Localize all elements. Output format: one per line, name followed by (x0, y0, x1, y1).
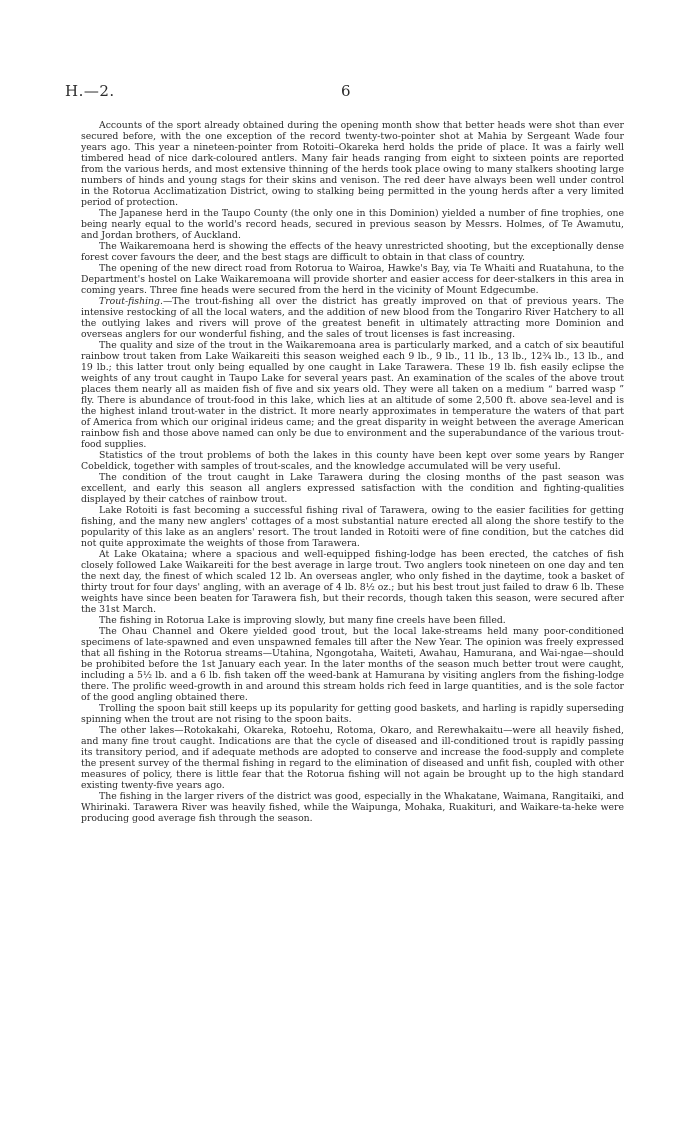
page-header (65, 82, 624, 120)
paragraph: The fishing in the larger rivers of the district was good, especially in the Whakatane, Waimana, Rangitaiki, and Whirinaki. Tarawera River was heavily fished, while the Waipunga, Mohaka, Ruakituri, and Waikare-ta-heke were producing good average fish through the season. (81, 791, 624, 824)
section-heading: Trout-fishing. (99, 296, 163, 307)
paragraph: The Ohau Channel and Okere yielded good trout, but the local lake-streams held many poor-conditioned specimens of late-spawned and even unspawned females till after the New Year. The opinion was freely expressed that all fishing in the Rotorua streams—Utahina, Ngongotaha, Waiteti, Awahau, Hamurana, and Wai-ngae—should be prohibited before the 1st January each year. In the later months of the season much better trout were caught, including a 5½ lb. and a 6 lb. fish taken off the weed-bank at Hamurana by visiting anglers from the fishing-lodge there. The prolific weed-growth in and around this stream holds rich feed in large quantities, and is the sole factor of the good angling obtained there. (81, 626, 624, 703)
paragraph: Lake Rotoiti is fast becoming a successful fishing rival of Tarawera, owing to the easier facilities for getting fishing, and the many new anglers' cottages of a most substantial nature erected all along the shore testify to the popularity of this lake as an anglers' resort. The trout landed in Rotoiti were of fine condition, but the catches did not quite approximate the weights of those from Tarawera. (81, 505, 624, 549)
paragraph: At Lake Okataina; where a spacious and well-equipped fishing-lodge has been erected, the catches of fish closely followed Lake Waikareiti for the best average in large trout. Two anglers took nineteen on one day and ten the next day, the finest of which scaled 12 lb. An overseas angler, who only fished in the daytime, took a basket of thirty trout for four days' angling, with an average of 4 lb. 8½ oz.; but his best trout just failed to draw 6 lb. These weights have since been beaten for Tarawera fish, but their records, though taken this season, were secured after the 31st March. (81, 549, 624, 615)
document-reference: H.—2. (65, 82, 115, 100)
paragraph: The quality and size of the trout in the Waikaremoana area is particularly marked, and a catch of six beautiful rainbow trout taken from Lake Waikareiti this season weighed each 9 lb., 9 lb., 11 lb., 13 lb., 12¾ lb., 13 lb., and 19 lb.; this latter trout only being equalled by one caught in Lake Tarawera. These 19 lb. fish easily eclipse the weights of any trout caught in Taupo Lake for several years past. An examination of the scales of the above trout places them nearly all as maiden fish of five and six years old. They were all taken on a medium “ barred wasp ” fly. There is abundance of trout-food in this lake, which lies at an altitude of some 2,500 ft. above sea-level and is the highest inland trout-water in the district. It more nearly approximates in temperature the waters of that part of America from which our original irideus came; and the great disparity in weight between the average American rainbow fish and those above named can only be due to environment and the superabundance of the various trout-food supplies. (81, 340, 624, 450)
paragraph: The other lakes—Rotokakahi, Okareka, Rotoehu, Rotoma, Okaro, and Rerewhakaitu—were all heavily fished, and many fine trout caught. Indications are that the cycle of diseased and ill-conditioned trout is rapidly passing its transitory period, and if adequate methods are adopted to conserve and increase the food-supply and complete the present survey of the thermal fishing in regard to the elimination of diseased and unfit fish, coupled with other measures of policy, there is little fear that the Rotorua fishing will not again be brought up to the high standard existing twenty-five years ago. (81, 725, 624, 791)
paragraph: Accounts of the sport already obtained during the opening month show that better heads were shot than ever secured before, with the one exception of the record twenty-two-pointer shot at Mahia by Sergeant Wade four years ago. This year a nineteen-pointer from Rotoiti–Okareka herd holds the pride of place. It was a fairly well timbered head of nice dark-coloured antlers. Many fair heads ranging from eight to sixteen points are reported from the various herds, and most extensive thinning of the herds took place owing to many stalkers shooting large numbers of hinds and young stags for their skins and venison. The red deer have always been well under control in the Rotorua Acclimatization District, owing to stalking being permitted in the young herds after a very limited period of protection. (81, 120, 624, 208)
paragraph: The Japanese herd in the Taupo County (the only one in this Dominion) yielded a number of fine trophies, one being nearly equal to the world's record heads, secured in previous season by Messrs. Holmes, of Te Awamutu, and Jordan brothers, of Auckland. (81, 208, 624, 241)
paragraph: Trout-fishing.—The trout-fishing all over the district has greatly improved on that of previous years. The intensive restocking of all the local waters, and the addition of new blood from the Tongariro River Hatchery to all the outlying lakes and rivers will prove of the greatest benefit in ultimately attracting more Dominion and overseas anglers for our wonderful fishing, and the sales of trout licenses is fast increasing. (81, 296, 624, 340)
paragraph: The Waikaremoana herd is showing the effects of the heavy unrestricted shooting, but the exceptionally dense forest cover favours the deer, and the best stags are difficult to obtain in that class of country. (81, 241, 624, 263)
page-number: 6 (341, 82, 351, 100)
paragraph: Trolling the spoon bait still keeps up its popularity for getting good baskets, and harling is rapidly superseding spinning when the trout are not rising to the spoon baits. (81, 703, 624, 725)
paragraph: The fishing in Rotorua Lake is improving slowly, but many fine creels have been filled. (99, 615, 506, 626)
body-text (81, 120, 624, 824)
paragraph: Statistics of the trout problems of both the lakes in this county have been kept over some years by Ranger Cobeldick, together with samples of trout-scales, and the knowledge accumulated will be very useful. (81, 450, 624, 472)
paragraph: The opening of the new direct road from Rotorua to Wairoa, Hawke's Bay, via Te Whaiti and Ruatahuna, to the Department's hostel on Lake Waikaremoana will provide shorter and easier access for deer-stalkers in this area in coming years. Three fine heads were secured from the herd in the vicinity of Mount Edgecumbe. (81, 263, 624, 296)
paragraph: The condition of the trout caught in Lake Tarawera during the closing months of the past season was excellent, and early this season all anglers expressed satisfaction with the condition and fighting-qualities displayed by their catches of rainbow trout. (81, 472, 624, 505)
